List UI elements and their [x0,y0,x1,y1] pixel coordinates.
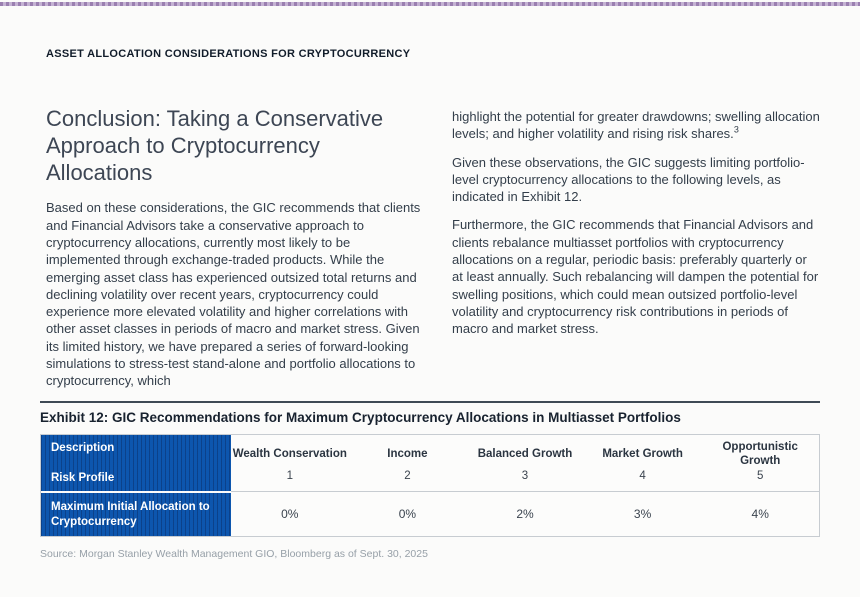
column-header-income [349,435,467,491]
column-header-opportunistic-growth [701,435,819,491]
risk-profile-number: 5 [756,470,764,482]
article-right-column [452,106,820,401]
article-left-column [46,106,428,401]
article-paragraph-right-3: Furthermore, the GIC recommends that Financial Advisors and clients rebalance multiasset portfolios with cryptocurrency allocations on a regular, periodic basis: preferably quarterly or at least annually. Such rebalancing will dampen the potential for swelling positions, which could mean outsized portfolio-level volatility and cryptocurrency risk contributions in periods of macro and market stress. [452,217,819,337]
exhibit-divider-rule [40,401,820,403]
article-title: Conclusion: Taking a Conservative Approach to Cryptocurrency Allocations [46,106,384,185]
allocation-value-opportunistic-growth: 4% [701,491,819,536]
risk-profile-number: 2 [404,470,411,482]
header-label-risk-profile: Risk Profile [51,472,115,484]
allocation-value-income: 0% [349,491,467,536]
risk-profile-number: 4 [639,470,646,482]
article-columns [46,106,820,401]
risk-profile-number: 1 [286,470,293,482]
article-paragraph-left: Based on these considerations, the GIC recommends that clients and Financial Advisors take a conservative approach to cryptocurrency allocations, currently most likely to be implemented through exchange-traded products. While the emerging asset class has experienced outsized total returns and declining volatility over recent years, cryptocurrency could experience more elevated volatility and higher correlations with other asset classes in periods of macro and market stress. Given its limited history, we have prepared a series of forward-looking simulations to stress-test stand-alone and portfolio allocations to cryptocurrency, which [46,200,421,389]
column-name: Opportunistic Growth [722,441,798,467]
column-header-balanced-growth [466,435,584,491]
allocation-value-market-growth: 3% [584,491,702,536]
exhibit-section [40,401,820,560]
table-row-header-cell [41,435,231,491]
column-name: Market Growth [602,448,683,461]
allocation-table [40,434,820,537]
allocation-value-balanced-growth: 2% [466,491,584,536]
source-note: Source: Morgan Stanley Wealth Management GIO, Bloomberg as of Sept. 30, 2025 [40,548,428,560]
column-name: Income [387,448,428,461]
column-header-wealth-conservation [231,435,349,491]
page-kicker: ASSET ALLOCATION CONSIDERATIONS FOR CRYPTOCURRENCY [46,48,411,60]
header-label-description: Description [51,442,115,454]
exhibit-title: Exhibit 12: GIC Recommendations for Maximum Cryptocurrency Allocations in Multiasset Portfolios [40,410,681,425]
allocation-value-wealth-conservation: 0% [231,491,349,536]
data-row-label: Maximum Initial Allocation to Cryptocurrency [51,501,210,528]
top-decorative-rule [0,2,860,6]
column-name: Balanced Growth [477,448,573,461]
paragraph-text: highlight the potential for greater drawdowns; swelling allocation levels; and higher volatility and rising risk shares. [452,109,820,142]
article-paragraph-right-1 [452,108,820,143]
column-name: Wealth Conservation [232,448,347,461]
article-paragraph-right-2: Given these observations, the GIC suggests limiting portfolio-level cryptocurrency allocations to the following levels, as indicated in Exhibit 12. [452,154,805,205]
risk-profile-number: 3 [521,470,529,482]
footnote-reference: 3 [733,124,739,135]
column-header-market-growth [584,435,702,491]
table-row-label-max-allocation [41,491,231,536]
